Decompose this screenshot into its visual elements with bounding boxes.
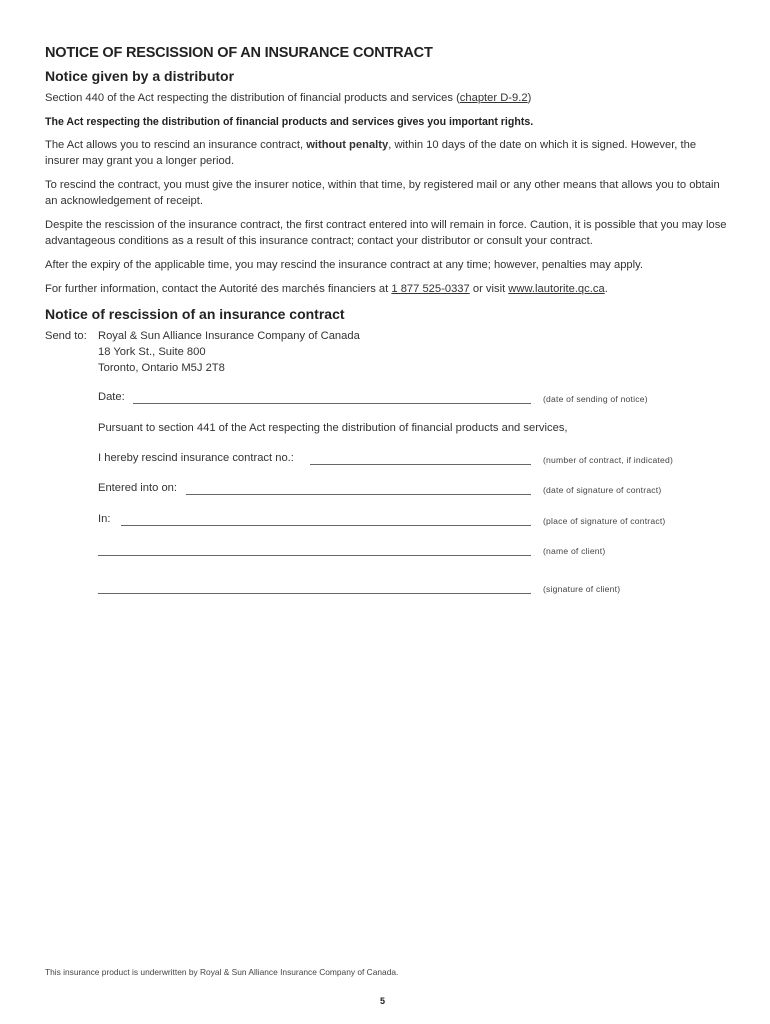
contract-number-label: I hereby rescind insurance contract no.:: [98, 452, 294, 464]
entered-into-hint: (date of signature of contract): [543, 485, 662, 495]
date-label: Date:: [98, 391, 125, 403]
chapter-link[interactable]: chapter D-9.2: [459, 92, 528, 104]
important-rights-statement: The Act respecting the distribution of financial products and services gives you important rights.: [45, 116, 534, 128]
paragraph-expiry: After the expiry of the applicable time, you may rescind the insurance contract at any time; however, penalties may apply.: [45, 259, 644, 271]
form-heading: Notice of rescission of an insurance contract: [45, 306, 345, 322]
paragraph-contact: [45, 281, 730, 297]
p1-text-b: , within 10 days of the date on which it is signed. However, the insurer may grant you a longer period.: [45, 139, 697, 167]
p5-text-b: or visit: [469, 283, 509, 295]
paragraph-notice: To rescind the contract, you must give the insurer notice, within that time, by registered mail or any other means that allows you to obtain an acknowledgement of receipt.: [45, 179, 720, 207]
page-subtitle: Notice given by a distributor: [45, 68, 235, 84]
place-field[interactable]: [121, 525, 531, 526]
date-field[interactable]: [133, 403, 531, 404]
client-name-field[interactable]: [98, 555, 531, 556]
entered-into-field[interactable]: [186, 494, 531, 495]
website-link[interactable]: www.lautorite.qc.ca: [508, 283, 605, 295]
place-label: In:: [98, 513, 111, 525]
send-to-label: Send to:: [45, 330, 87, 342]
p5-text-c: .: [604, 283, 608, 295]
page-number: 5: [380, 996, 386, 1006]
address-line3: Toronto, Ontario M5J 2T8: [98, 362, 225, 374]
entered-into-label: Entered into on:: [98, 482, 177, 494]
paragraph-rescind-penalty: [45, 137, 730, 169]
paragraph-caution: Despite the rescission of the insurance contract, the first contract entered into will remain in force. Caution, it is possible that you may lose advantageous conditions as a result of this insurance contract; contact your distributor or consult your contract.: [45, 219, 727, 247]
section-text: Section 440 of the Act respecting the distribution of financial products and services (: [45, 92, 460, 104]
client-signature-hint: (signature of client): [543, 584, 621, 594]
p5-text-a: For further information, contact the Autorité des marchés financiers at: [45, 283, 392, 295]
place-hint: (place of signature of contract): [543, 516, 666, 526]
section-close: ): [527, 92, 532, 104]
address-line1: Royal & Sun Alliance Insurance Company of Canada: [98, 330, 360, 342]
address-line2: 18 York St., Suite 800: [98, 346, 206, 358]
contract-number-hint: (number of contract, if indicated): [543, 455, 674, 465]
p1-bold: without penalty: [306, 139, 389, 151]
contract-number-field[interactable]: [310, 464, 531, 465]
phone-link[interactable]: 1 877 525-0337: [391, 283, 470, 295]
page-title: NOTICE OF RESCISSION OF AN INSURANCE CONTRACT: [45, 45, 433, 61]
p1-text-a: The Act allows you to rescind an insurance contract,: [45, 139, 307, 151]
date-hint: (date of sending of notice): [543, 394, 648, 404]
underwriter-note: This insurance product is underwritten by Royal & Sun Alliance Insurance Company of Canada.: [45, 967, 399, 977]
pursuant-statement: Pursuant to section 441 of the Act respecting the distribution of financial products and services,: [98, 422, 568, 434]
client-signature-field[interactable]: [98, 593, 531, 594]
section-reference: [45, 90, 730, 106]
client-name-hint: (name of client): [543, 546, 606, 556]
